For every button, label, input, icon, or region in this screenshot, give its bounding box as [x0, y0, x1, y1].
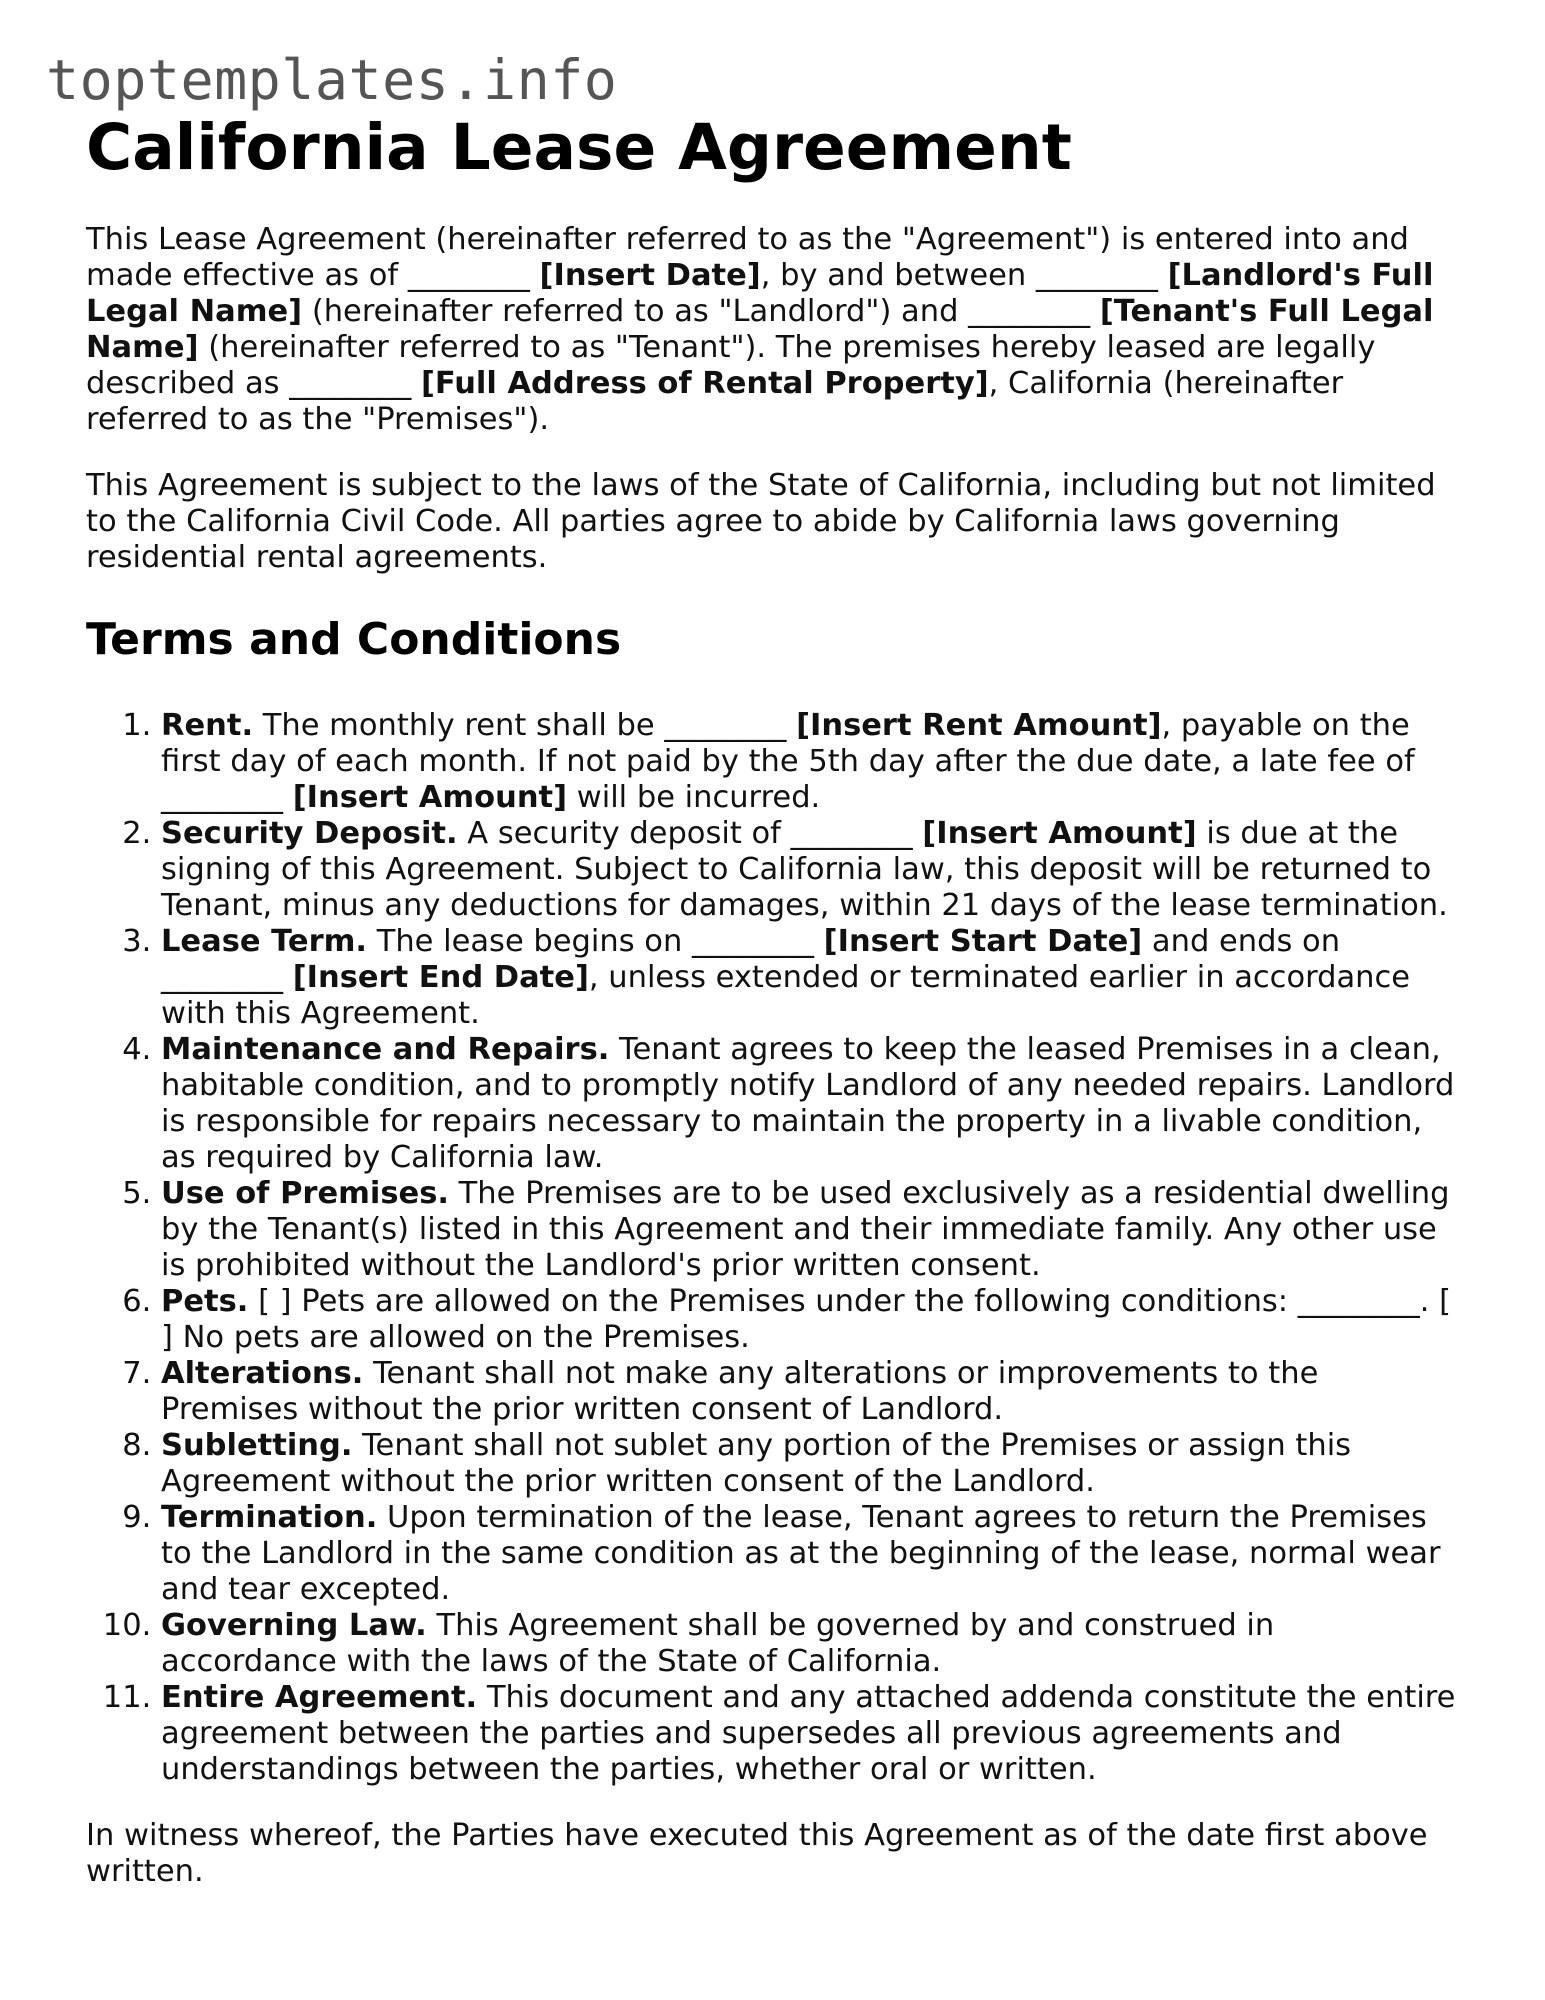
date-placeholder: [Insert Date] — [539, 258, 761, 293]
term-text: and ends on ________ — [161, 924, 1341, 995]
term-subletting — [161, 1428, 1456, 1500]
intro-text-3: (hereinafter referred to as "Landlord") and ________ — [302, 294, 1100, 329]
term-maintenance — [161, 1032, 1456, 1176]
intro-text-5: , California (hereinafter referred to as the "Premises"). — [86, 366, 1344, 437]
law-paragraph: This Agreement is subject to the laws of the State of California, including but not limited to the California Civil Code. All parties agree to abide by California laws governing residential rental agreements. — [86, 468, 1436, 575]
term-text: Tenant agrees to keep the leased Premises in a clean, habitable condition, and to promptly notify Landlord of any needed repairs. Landlord is responsible for repairs necessary to maintain the property in a livable condition, as required by California law. — [161, 1032, 1455, 1175]
term-pets — [161, 1284, 1456, 1356]
term-text: The Premises are to be used exclusively as a residential dwelling by the Tenant(s) listed in this Agreement and their immediate family. Any other use is prohibited without the Landlord's prior written consent. — [161, 1176, 1450, 1283]
document-page — [86, 112, 1456, 1920]
term-title: Subletting. — [161, 1428, 353, 1463]
term-title: Entire Agreement. — [161, 1680, 478, 1715]
term-text: [ ] Pets are allowed on the Premises under the following conditions: ________. [ ] No pets are allowed on the Premises. — [161, 1284, 1452, 1355]
address-placeholder: [Full Address of Rental Property] — [420, 366, 989, 401]
term-title: Alterations. — [161, 1356, 364, 1391]
term-text: The lease begins on ________ — [367, 924, 824, 959]
term-title: Maintenance and Repairs. — [161, 1032, 610, 1067]
term-text: A security deposit of ________ — [457, 816, 923, 851]
term-title: Security Deposit. — [161, 816, 458, 851]
watermark: toptemplates.info — [46, 48, 618, 112]
term-text: , payable on the first day of each month. If not paid by the 5th day after the due date, a late fee of ________ — [161, 708, 1415, 815]
term-text: is due at the signing of this Agreement. Subject to California law, this deposit will be returned to Tenant, minus any deductions for damages, within 21 days of the lease termination. — [161, 816, 1448, 923]
term-title: Use of Premises. — [161, 1176, 449, 1211]
term-text: This document and any attached addenda constitute the entire agreement between the parties and supersedes all previous agreements and understandings between the parties, whether oral or written. — [161, 1680, 1456, 1787]
landlord-name-placeholder: [Landlord's Full Legal Name] — [86, 258, 1434, 329]
start-date-placeholder: [Insert Start Date] — [823, 924, 1143, 959]
term-text: Tenant shall not make any alterations or improvements to the Premises without the prior written consent of Landlord. — [161, 1356, 1319, 1427]
terms-heading: Terms and Conditions — [86, 614, 622, 665]
intro-text-1: This Lease Agreement (hereinafter referred to as the "Agreement") is entered into and made effective as of ________ — [86, 222, 1409, 293]
tenant-name-placeholder: [Tenant's Full Legal Name] — [86, 294, 1434, 365]
term-rent — [161, 708, 1456, 816]
term-text: , unless extended or terminated earlier in accordance with this Agreement. — [161, 960, 1411, 1031]
term-text: will be incurred. — [567, 780, 821, 815]
terms-list — [86, 708, 1456, 1788]
intro-paragraph — [86, 222, 1456, 438]
term-text: Upon termination of the lease, Tenant agrees to return the Premises to the Landlord in the same condition as at the beginning of the lease, normal wear and tear excepted. — [161, 1500, 1441, 1607]
intro-text-4: (hereinafter referred to as "Tenant"). The premises hereby leased are legally described as ________ — [86, 330, 1376, 401]
term-text: Tenant shall not sublet any portion of the Premises or assign this Agreement without the prior written consent of the Landlord. — [161, 1428, 1352, 1499]
term-governing-law — [161, 1608, 1456, 1680]
term-title: Governing Law. — [161, 1608, 427, 1643]
term-security-deposit — [161, 816, 1456, 924]
term-alterations — [161, 1356, 1456, 1428]
deposit-amount-placeholder: [Insert Amount] — [922, 816, 1197, 851]
term-text: This Agreement shall be governed by and construed in accordance with the laws of the State of California. — [161, 1608, 1275, 1679]
term-title: Rent. — [161, 708, 254, 743]
term-termination — [161, 1500, 1456, 1608]
document-title: California Lease Agreement — [86, 111, 1072, 184]
term-title: Termination. — [161, 1500, 378, 1535]
term-title: Lease Term. — [161, 924, 368, 959]
rent-amount-placeholder: [Insert Rent Amount] — [796, 708, 1162, 743]
late-fee-placeholder: [Insert Amount] — [292, 780, 568, 815]
term-lease-term — [161, 924, 1456, 1032]
end-date-placeholder: [Insert End Date] — [292, 960, 589, 995]
closing-paragraph: In witness whereof, the Parties have executed this Agreement as of the date first above written. — [86, 1818, 1428, 1889]
intro-text-2: , by and between ________ — [760, 258, 1168, 293]
term-title: Pets. — [161, 1284, 249, 1319]
term-use-of-premises — [161, 1176, 1456, 1284]
term-entire-agreement — [161, 1680, 1456, 1788]
term-text: The monthly rent shall be ________ — [253, 708, 797, 743]
